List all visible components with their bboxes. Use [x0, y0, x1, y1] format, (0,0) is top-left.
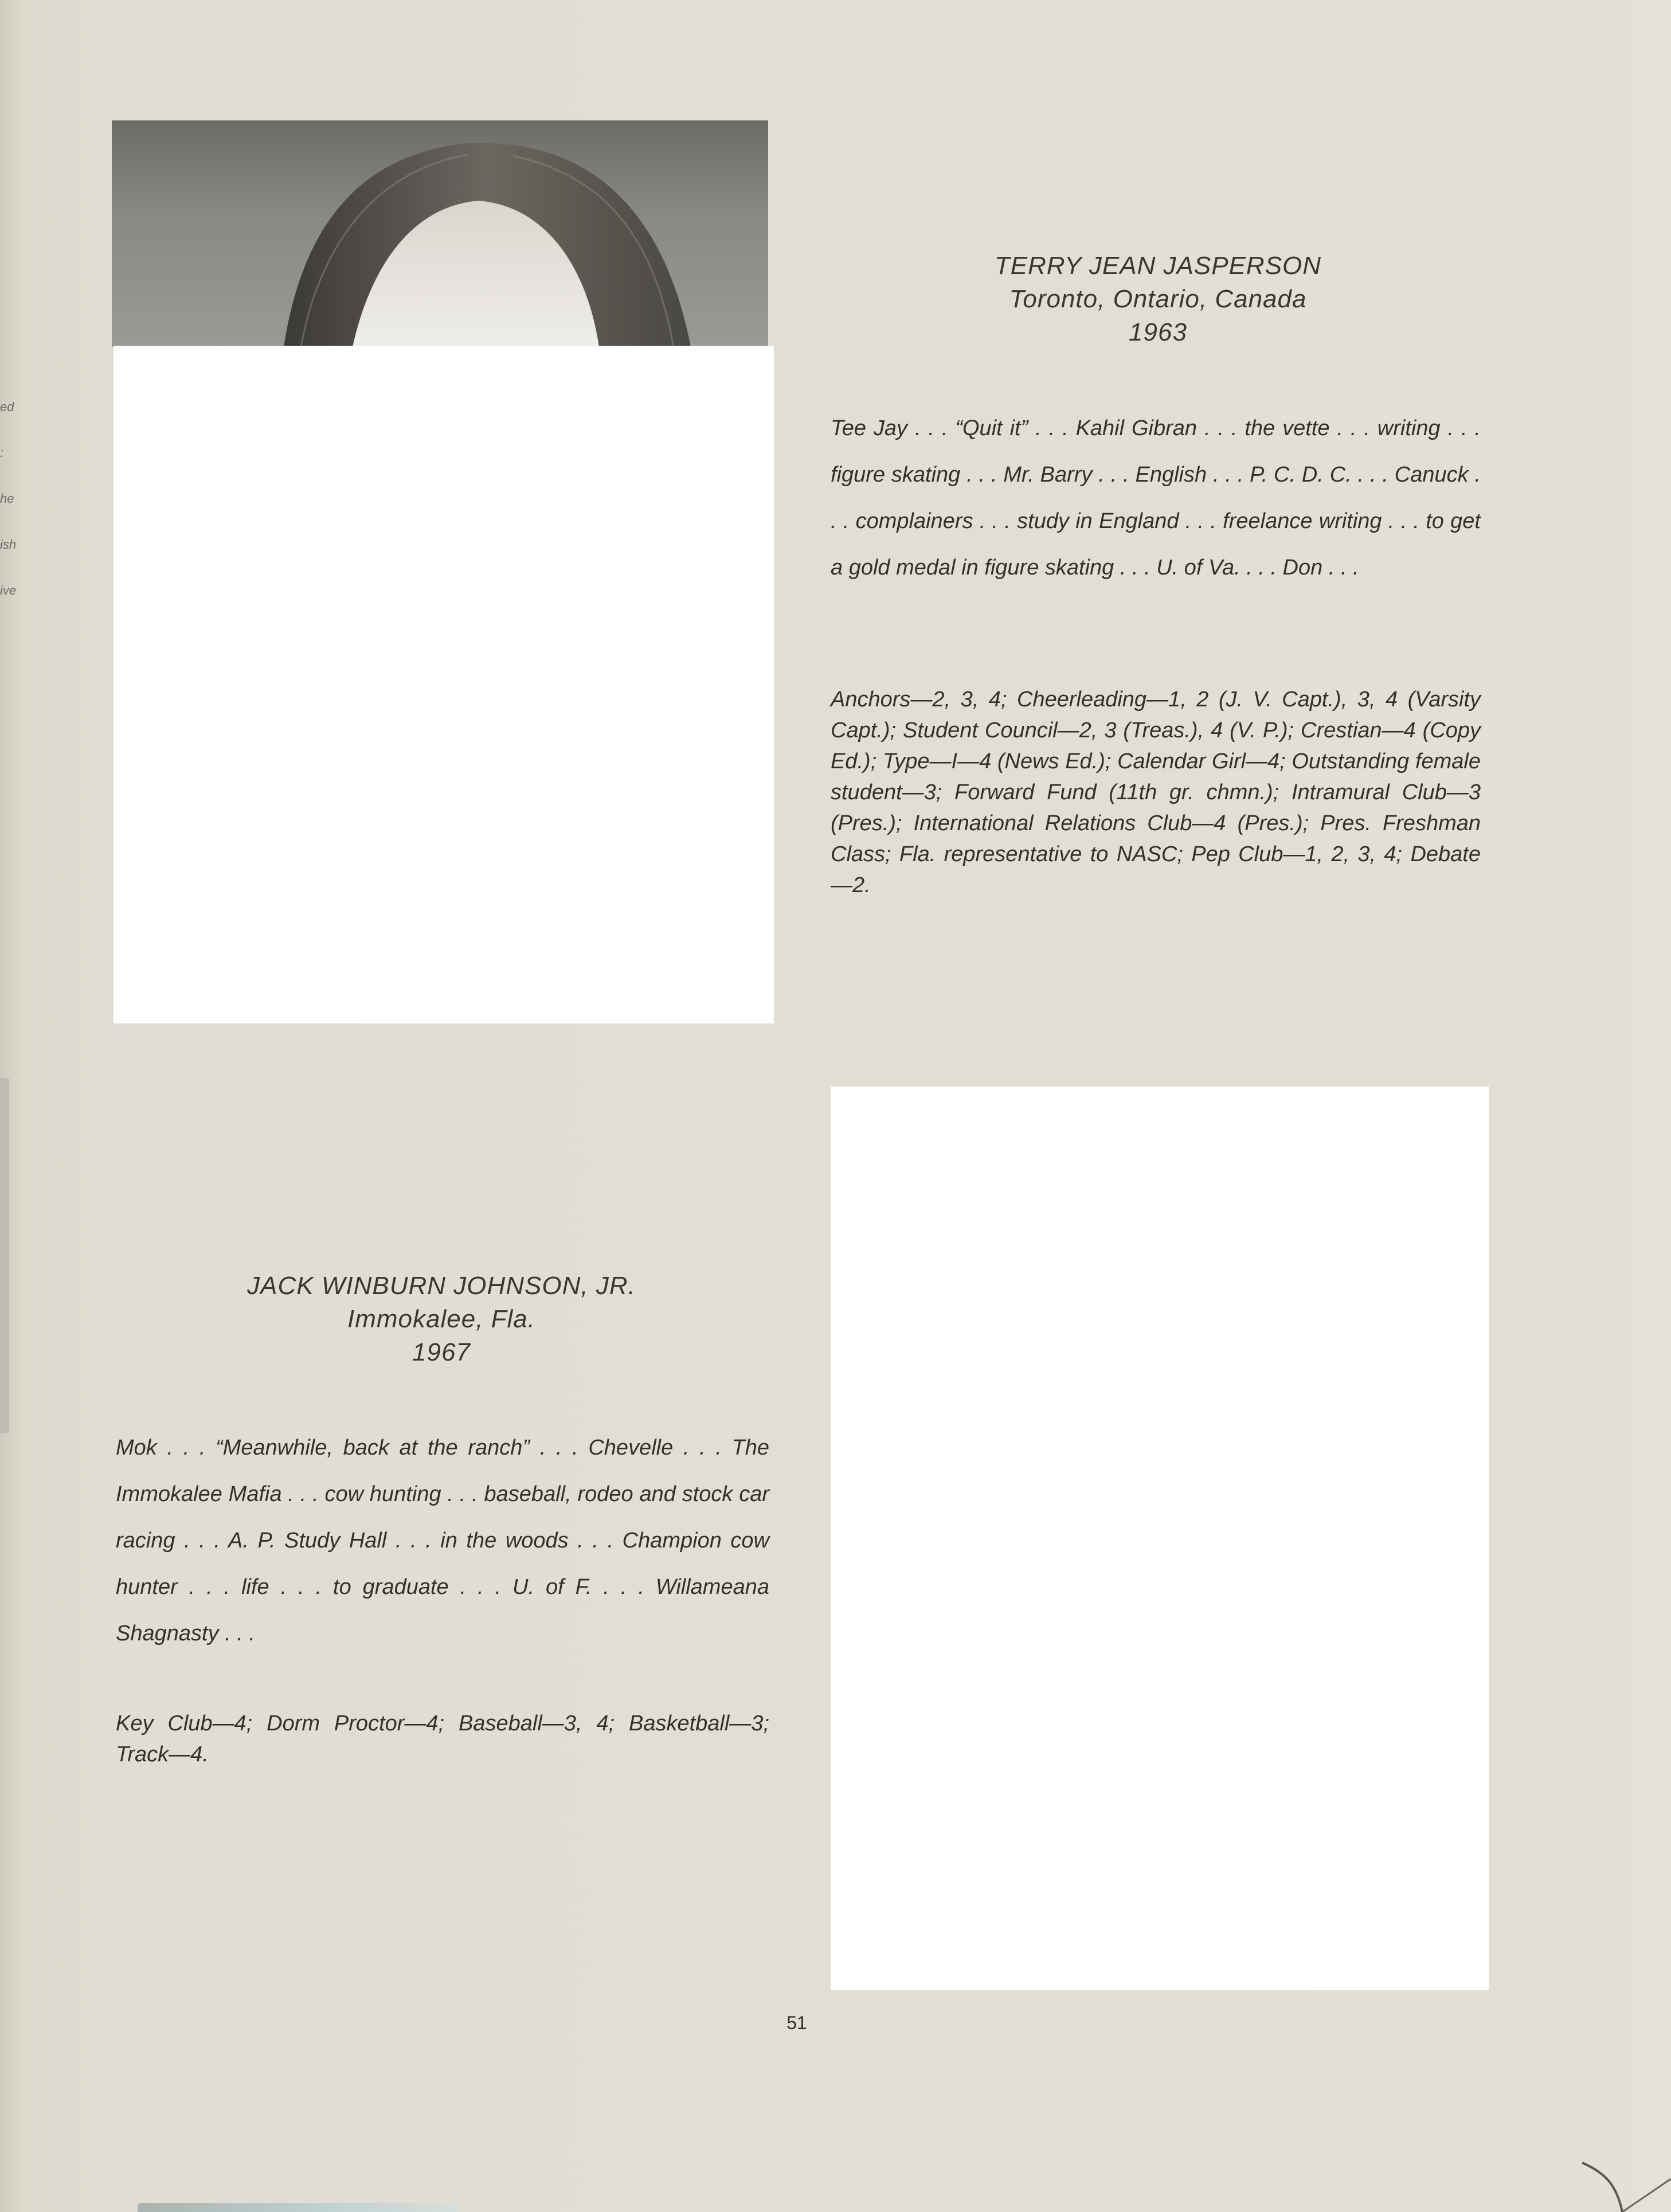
activities-johnson: Key Club—4; Dorm Proctor—4; Baseball—3, 4; Basketball—3; Track—4. — [116, 1711, 769, 1767]
year: 1967 — [412, 1338, 471, 1366]
hometown: Immokalee, Fla. — [347, 1305, 535, 1333]
redacted-photo-area — [114, 346, 774, 1023]
facing-page-fragment: ive — [0, 583, 17, 597]
student-name: JACK WINBURN JOHNSON, JR. — [247, 1272, 636, 1300]
entry-header-johnson — [172, 1269, 711, 1369]
page-corner-mark — [1582, 2162, 1671, 2212]
facing-page-fragment: ish — [0, 537, 17, 552]
binding-gutter-strip — [0, 1078, 9, 1433]
hair-illustration — [112, 120, 768, 347]
facing-page-edge-text — [0, 384, 17, 613]
facing-page-fragment: ed — [0, 400, 14, 414]
hometown: Toronto, Ontario, Canada — [1009, 285, 1307, 313]
year: 1963 — [1129, 318, 1187, 346]
redacted-photo-area — [831, 1087, 1489, 1990]
facing-page-fragment: : — [0, 445, 4, 460]
senior-quotes-johnson: Mok . . . “Meanwhile, back at the ranch” . . . Chevelle . . . The Immokalee Mafia . . . cow hunting . . . baseball, rodeo and stock car racing . . . A. P. Study Hall . . . in the woods . . . Champion cow hunter . . . life . . . to graduate . . . U. of F. . . . Willameana Shagnasty . . . — [116, 1436, 769, 1646]
activities-jasperson: Anchors—2, 3, 4; Cheerleading—1, 2 (J. V. Capt.), 3, 4 (Varsity Capt.); Student Council—2, 3 (Treas.), 4 (V. P.); Crestian—4 (Copy Ed.); Type—I—4 (News Ed.); Calendar Girl—4; Outstanding female student—3; Forward Fund (11th gr. chmn.); Intramural Club—3 (Pres.); International Relations Club—4 (Pres.); Pres. Freshman Class; Fla. representative to NASC; Pep Club—1, 2, 3, 4; Debate—2. — [831, 687, 1481, 897]
student-name: TERRY JEAN JASPERSON — [994, 252, 1322, 280]
entry-header-jasperson — [883, 249, 1433, 349]
portrait-photo-jasperson — [112, 120, 768, 347]
page-bottom-edge — [138, 2203, 459, 2212]
senior-quotes-jasperson: Tee Jay . . . “Quit it” . . . Kahil Gibran . . . the vette . . . writing . . . figure skating . . . Mr. Barry . . . English . . . P. C. D. C. . . . Canuck . . . complainers . . . study in England . . . freelance writing . . . to get a gold medal in figure skating . . . U. of Va. . . . Don . . . — [831, 416, 1481, 580]
facing-page-fragment: he — [0, 491, 14, 506]
page-number: 51 — [786, 2012, 807, 2033]
